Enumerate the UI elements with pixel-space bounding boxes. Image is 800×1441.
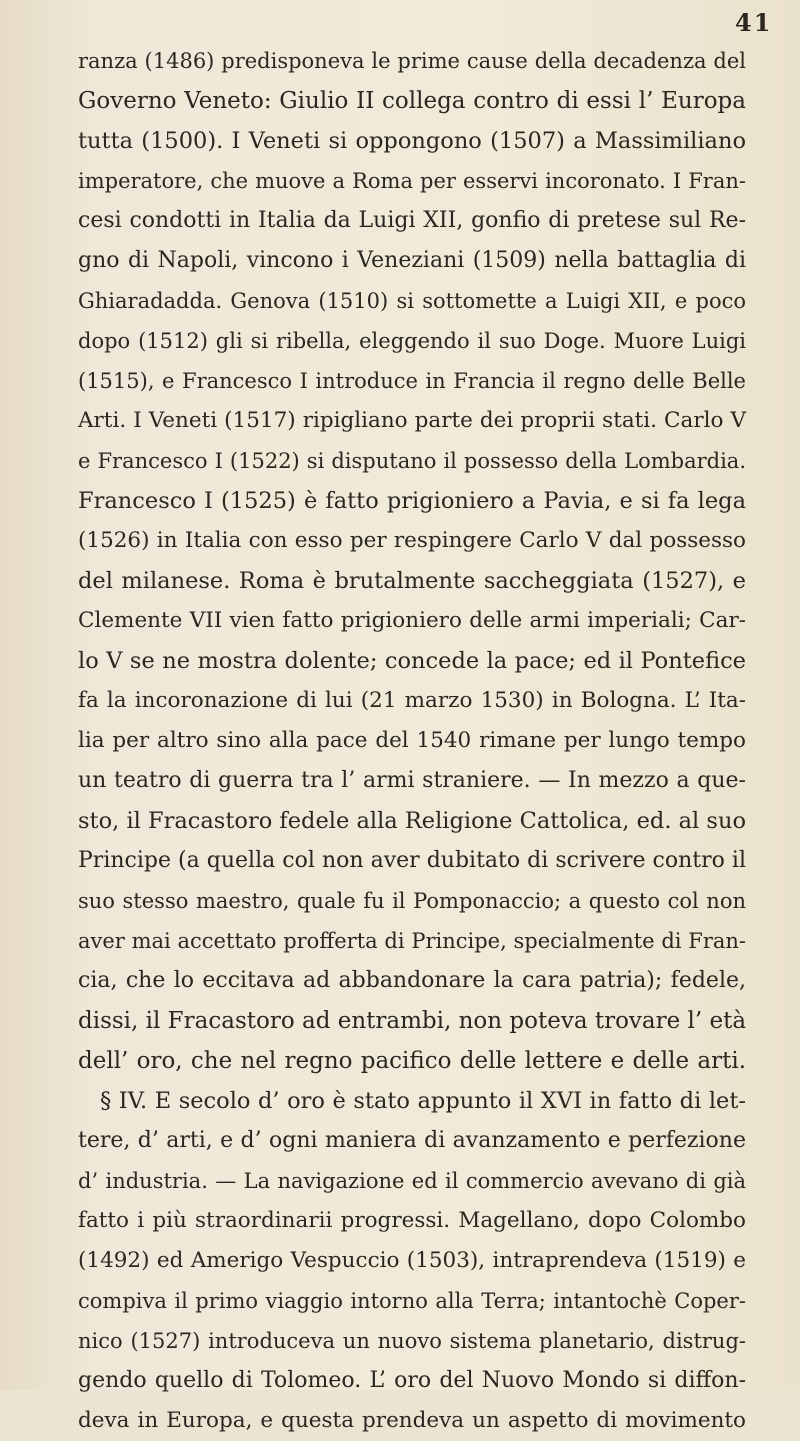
text-line: lo V se ne mostra dolente; concede la pace; ed il Pontefice [78,648,746,674]
page-number: 41 [735,8,773,37]
text-line: suo stesso maestro, quale fu il Pomponaccio; a questo col non [78,889,746,913]
text-line: Governo Veneto: Giulio II collega contro di essi l’ Europa [78,88,746,114]
text-line: cesi condotti in Italia da Luigi XII, gonfio di pretese sul Re- [78,208,746,233]
text-line: cia, che lo eccitava ad abbandonare la cara patria); fedele, [78,968,746,993]
text-line: lia per altro sino alla pace del 1540 rimane per lungo tempo [78,728,746,753]
text-line: deva in Europa, e questa prendeva un aspetto di movimento [78,1408,746,1433]
text-line: e Francesco I (1522) si disputano il possesso della Lombardia. [78,449,746,473]
text-line: Principe (a quella col non aver dubitato di scrivere contro il [78,848,746,873]
text-line: nico (1527) introduceva un nuovo sistema planetario, distrug- [78,1329,746,1353]
text-line: Ghiaradadda. Genova (1510) si sottomette a Luigi XII, e poco [78,289,746,313]
text-line: gendo quello di Tolomeo. L’ oro del Nuovo Mondo si diffon- [78,1368,746,1393]
text-line: dissi, il Fracastoro ad entrambi, non poteva trovare l’ età [78,1008,747,1034]
text-line: imperatore, che muove a Roma per esservi incoronato. I Fran- [78,169,746,193]
text-line: del milanese. Roma è brutalmente saccheggiata (1527), e [78,568,746,594]
text-line: Arti. I Veneti (1517) ripigliano parte dei proprii stati. Carlo V [78,408,746,433]
text-line: (1492) ed Amerigo Vespuccio (1503), intraprendeva (1519) e [78,1248,746,1273]
text-line: (1515), e Francesco I introduce in Francia il regno delle Belle [78,369,746,393]
text-line: tere, d’ arti, e d’ ogni maniera di avanzamento e perfezione [78,1128,746,1153]
text-line: (1526) in Italia con esso per respingere Carlo V dal possesso [78,528,746,553]
text-line: ranza (1486) predisponeva le prime cause della decadenza del [78,49,746,73]
text-line: un teatro di guerra tra l’ armi straniere. — In mezzo a que- [78,768,746,793]
text-line: fatto i più straordinarii progressi. Magellano, dopo Colombo [78,1208,746,1233]
text-line: aver mai accettato profferta di Principe, specialmente di Fran- [78,929,746,953]
text-line: sto, il Fracastoro fedele alla Religione Cattolica, ed. al suo [78,808,746,834]
text-line: compiva il primo viaggio intorno alla Terra; intantochè Coper- [78,1289,746,1313]
text-line: Francesco I (1525) è fatto prigioniero a Pavia, e si fa lega [78,488,746,514]
text-line: gno di Napoli, vincono i Veneziani (1509) nella battaglia di [78,248,746,273]
text-line: dell’ oro, che nel regno pacifico delle lettere e delle arti. [78,1048,746,1074]
section-heading-line: § IV. E secolo d’ oro è stato appunto il XVI in fatto di let- [100,1088,746,1114]
body-text [78,41,746,1441]
text-line: Clemente VII vien fatto prigioniero delle armi imperiali; Car- [78,608,746,633]
text-line: dopo (1512) gli si ribella, eleggendo il suo Doge. Muore Luigi [78,329,746,353]
text-line: d’ industria. — La navigazione ed il commercio avevano di già [78,1169,746,1193]
text-line: tutta (1500). I Veneti si oppongono (1507) a Massimiliano [78,128,746,154]
text-line: fa la incoronazione di lui (21 marzo 1530) in Bologna. L’ Ita- [78,688,746,713]
